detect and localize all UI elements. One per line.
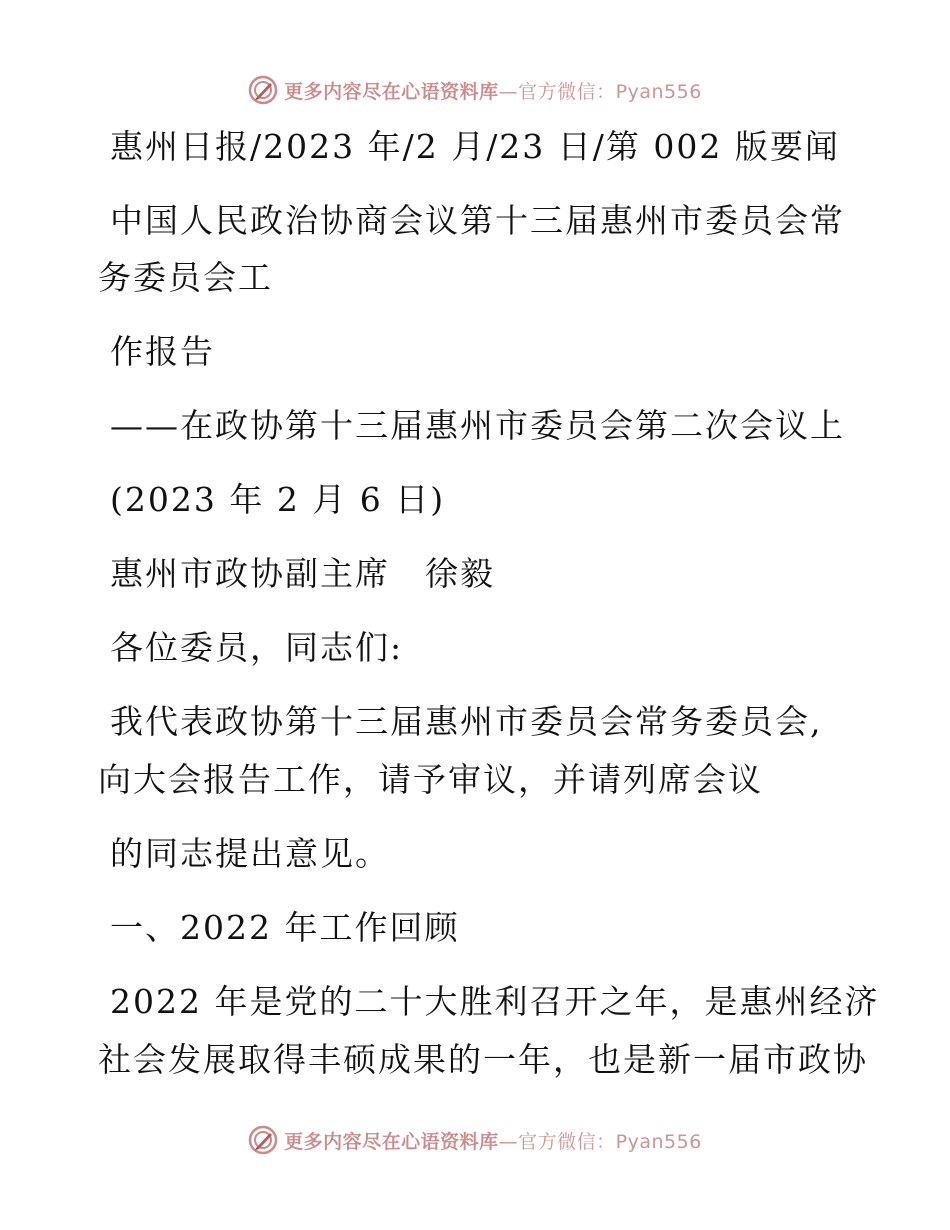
- paragraph-1-line-1: 我代表政协第十三届惠州市委员会常务委员会,: [110, 702, 823, 741]
- watermark-main: 更多内容尽在心语资料库: [284, 1130, 499, 1153]
- watermark-main: 更多内容尽在心语资料库: [284, 80, 499, 103]
- watermark-banner-bottom: [0, 1120, 950, 1160]
- watermark-text: [284, 1127, 702, 1154]
- dateline: 惠州日报/2023 年/2 月/23 日/第 002 版要闻: [110, 127, 840, 166]
- title-line-3: 作报告: [110, 332, 215, 371]
- watermark-banner-top: [0, 70, 950, 110]
- paragraph-2-line-1: 2022 年是党的二十大胜利召开之年，是惠州经济: [110, 982, 880, 1021]
- watermark-text: [284, 77, 702, 104]
- title-line-1: 中国人民政治协商会议第十三届惠州市委员会常: [110, 201, 845, 240]
- salutation: 各位委员，同志们:: [110, 628, 404, 667]
- title-line-2: 务委员会工: [98, 258, 273, 297]
- pen-logo-icon: [248, 1125, 278, 1155]
- watermark-wechat: —官方微信：Pyan556: [498, 80, 702, 103]
- paragraph-1-line-3: 的同志提出意见。: [110, 834, 390, 873]
- speaker: 惠州市政协副主席 徐毅: [110, 554, 495, 593]
- subtitle: ——在政协第十三届惠州市委员会第二次会议上: [110, 406, 845, 445]
- pen-logo-icon: [248, 75, 278, 105]
- watermark-wechat: —官方微信：Pyan556: [498, 1130, 702, 1153]
- paragraph-2-line-2: 社会发展取得丰硕成果的一年，也是新一届市政协: [98, 1040, 868, 1079]
- section-heading: 一、2022 年工作回顾: [110, 908, 460, 947]
- paragraph-1-line-2: 向大会报告工作，请予审议，并请列席会议: [98, 760, 763, 799]
- report-date: (2023 年 2 月 6 日): [110, 480, 446, 519]
